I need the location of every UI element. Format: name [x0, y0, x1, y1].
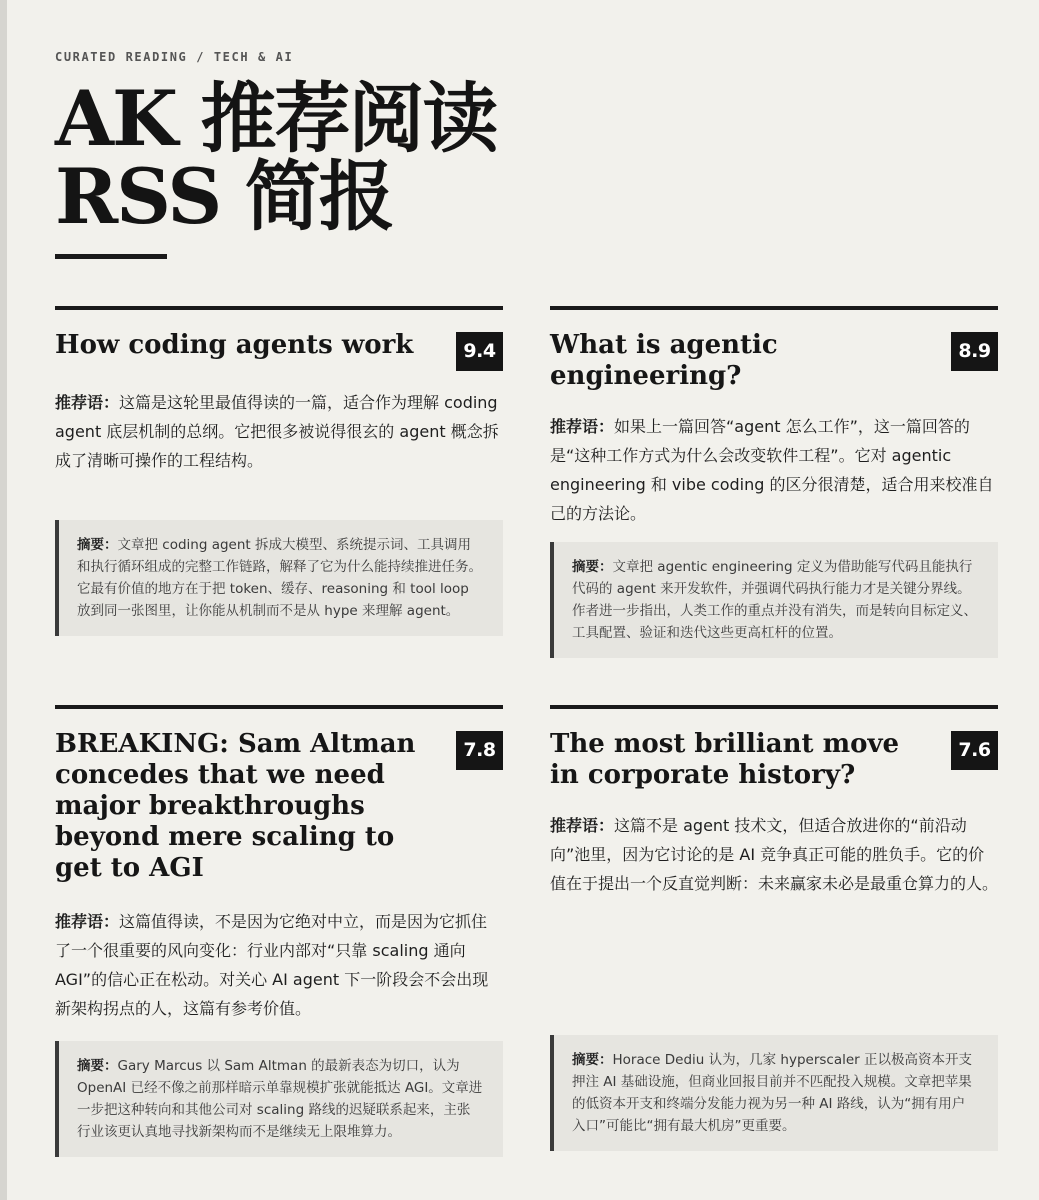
- recommendation-label: 推荐语：: [55, 912, 120, 931]
- article-card-2: [550, 306, 998, 670]
- article-title[interactable]: What is agentic engineering?: [550, 330, 778, 391]
- recommendation: [550, 412, 998, 528]
- score-badge: 7.6: [951, 731, 998, 770]
- left-edge-strip: [0, 0, 7, 1200]
- recommendation-text: 如果上一篇回答“agent 怎么工作”，这一篇回答的是“这种工作方式为什么会改变软件工程”。它对 agentic engineering 和 vibe coding 的区分很清楚，适合用来校准自己的方法论。: [550, 417, 994, 523]
- article-title[interactable]: The most brilliant move in corporate history?: [550, 729, 900, 790]
- summary-box: [550, 1035, 998, 1151]
- summary-text: 文章把 agentic engineering 定义为借助能写代码且能执行代码的 agent 来开发软件，并强调代码执行能力才是关键分界线。作者进一步指出，人类工作的重点并没有消失，而是转向目标定义、工具配置、验证和迭代这些更高杠杆的位置。: [572, 559, 977, 641]
- summary-text: Gary Marcus 以 Sam Altman 的最新表态为切口，认为 OpenAI 已经不像之前那样暗示单靠规模扩张就能抵达 AGI。文章进一步把这种转向和其他公司对 scaling 路线的迟疑联系起来，主张行业该更认真地寻找新架构而不是继续无上限堆算力。: [77, 1058, 483, 1140]
- recommendation-text: 这篇不是 agent 技术文，但适合放进你的“前沿动向”池里，因为它讨论的是 AI 竞争真正可能的胜负手。它的价值在于提出一个反直觉判断：未来赢家未必是最重仓算力的人。: [550, 816, 999, 893]
- summary-text: 文章把 coding agent 拆成大模型、系统提示词、工具调用和执行循环组成的完整工作链路，解释了它为什么能持续推进任务。它最有价值的地方在于把 token、缓存、reasoning 和 tool loop 放到同一张图里，让你能从机制而不是从 hype 来理解 agent。: [77, 537, 482, 619]
- summary-label: 摘要：: [77, 537, 118, 553]
- page-title-line-2: RSS 简报: [55, 152, 393, 241]
- title-underline: [55, 254, 167, 259]
- summary-label: 摘要：: [77, 1058, 118, 1074]
- score-badge: 9.4: [456, 332, 503, 371]
- recommendation-text: 这篇是这轮里最值得读的一篇，适合作为理解 coding agent 底层机制的总纲。它把很多被说得很玄的 agent 概念拆成了清晰可操作的工程结构。: [55, 393, 499, 470]
- summary-label: 摘要：: [572, 1052, 613, 1068]
- score-badge: 8.9: [951, 332, 998, 371]
- summary-text: Horace Dediu 认为，几家 hyperscaler 正以极高资本开支押注 AI 基础设施，但商业回报目前并不匹配投入规模。文章把苹果的低资本开支和终端分发能力视为另一种 AI 路线，认为“拥有用户入口”可能比“拥有最大机房”更重要。: [572, 1052, 973, 1134]
- recommendation-label: 推荐语：: [55, 393, 120, 412]
- summary-label: 摘要：: [572, 559, 613, 575]
- page-title: [55, 74, 497, 241]
- recommendation: [55, 388, 503, 475]
- summary-box: [550, 542, 998, 658]
- article-title[interactable]: How coding agents work: [55, 330, 414, 360]
- article-card-1: [55, 306, 503, 670]
- recommendation-text: 这篇值得读，不是因为它绝对中立，而是因为它抓住了一个很重要的风向变化：行业内部对“只靠 scaling 通向 AGI”的信心正在松动。对关心 AI agent 下一阶段会不会出现新架构拐点的人，这篇有参考价值。: [55, 912, 489, 1018]
- article-card-4: [550, 705, 999, 1134]
- recommendation-label: 推荐语：: [550, 417, 615, 436]
- summary-box: [55, 520, 503, 636]
- summary-box: [55, 1041, 503, 1157]
- page-title-line-1: AK 推荐阅读: [55, 74, 497, 163]
- score-badge: 7.8: [456, 731, 503, 770]
- recommendation: [550, 811, 998, 898]
- article-card-3: [55, 705, 503, 1140]
- article-title[interactable]: BREAKING: Sam Altman concedes that we need major breakthroughs beyond mere scaling to get to AGI: [55, 729, 416, 883]
- section-kicker: CURATED READING / TECH & AI: [55, 50, 294, 64]
- recommendation-label: 推荐语：: [550, 816, 615, 835]
- recommendation: [55, 907, 503, 1023]
